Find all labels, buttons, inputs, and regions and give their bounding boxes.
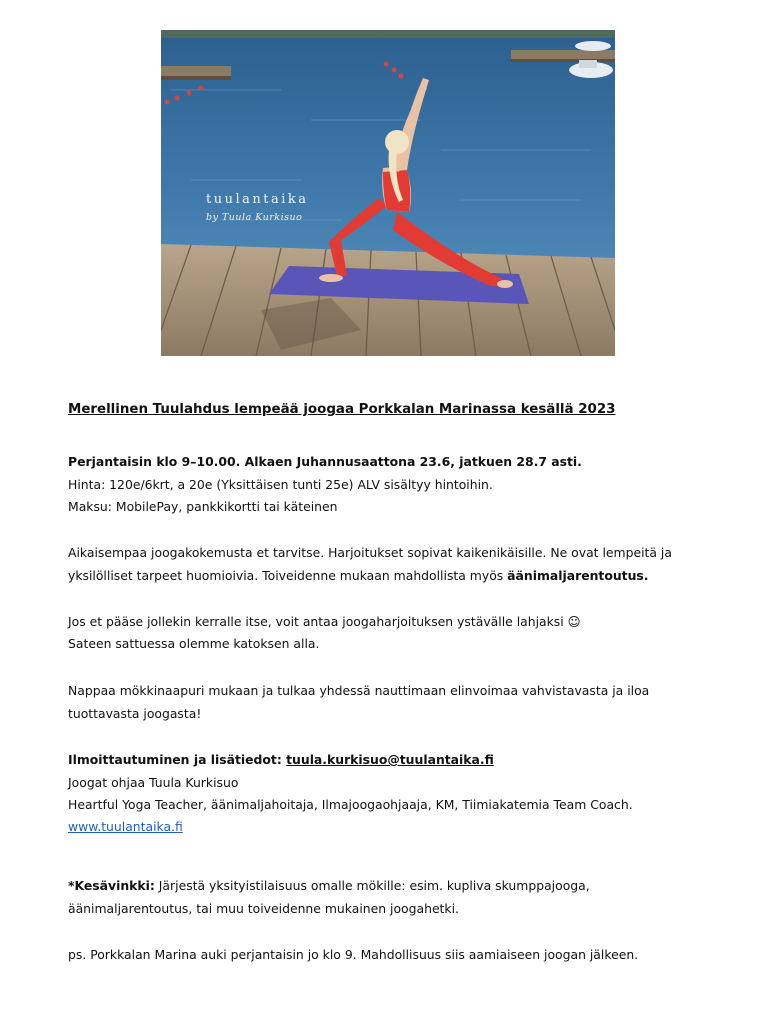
logo-title: tuulantaika: [206, 192, 309, 207]
teacher-titles: Heartful Yoga Teacher, äänimaljahoitaja, Ilmajoogaohjaaja, KM, Tiimiakatemia Team Coach.: [68, 797, 633, 812]
contact-line: [68, 752, 494, 768]
invite-line-2: tuottavasta joogasta!: [68, 706, 202, 721]
website-link[interactable]: www.tuulantaika.fi: [68, 819, 183, 834]
contact-label: Ilmoittautuminen ja lisätiedot:: [68, 752, 287, 767]
tip-line-1: [68, 878, 590, 894]
tip-line-1-text: Järjestä yksityistilaisuus omalle mökille: esim. kupliva skumppajooga,: [154, 878, 590, 893]
price-text: Hinta: 120e/6krt, a 20e (Yksittäisen tunti 25e) ALV sisältyy hintoihin.: [68, 477, 493, 492]
intro-line-1: Aikaisempaa joogakokemusta et tarvitse. Harjoitukset sopivat kaikenikäisille. Ne ovat lempeitä ja: [68, 545, 672, 560]
invite-line-1: Nappaa mökkinaapuri mukaan ja tulkaa yhdessä nauttimaan elinvoimaa vahvistavasta ja iloa: [68, 683, 650, 698]
teacher-line: Joogat ohjaa Tuula Kurkisuo: [68, 775, 239, 790]
payment-text: Maksu: MobilePay, pankkikortti tai käteinen: [68, 499, 338, 514]
schedule-text: Perjantaisin klo 9–10.00. Alkaen Juhannusaattona 23.6, jatkuen 28.7 asti.: [68, 454, 582, 469]
contact-email-link[interactable]: tuula.kurkisuo@tuulantaika.fi: [286, 752, 494, 767]
rain-line: Sateen sattuessa olemme katoksen alla.: [68, 636, 320, 651]
intro-line-2: [68, 568, 649, 584]
document-heading: Merellinen Tuulahdus lempeää joogaa Porkkalan Marinassa kesällä 2023: [68, 402, 616, 417]
sound-bowl-highlight: äänimaljarentoutus.: [507, 568, 649, 583]
tip-line-2: äänimaljarentoutus, tai muu toiveidenne mukainen joogahetki.: [68, 901, 459, 916]
tip-label: *Kesävinkki:: [68, 878, 155, 893]
gift-line: Jos et pääse jollekin kerralle itse, voit antaa joogaharjoituksen ystävälle lahjaksi ☺: [68, 614, 581, 629]
logo-subtitle: by Tuula Kurkisuo: [206, 212, 303, 223]
intro-line-2-text: yksilölliset tarpeet huomioivia. Toiveidenne mukaan mahdollista myös: [68, 568, 508, 583]
ps-line: ps. Porkkalan Marina auki perjantaisin jo klo 9. Mahdollisuus siis aamiaiseen joogan jälkeen.: [68, 947, 639, 962]
